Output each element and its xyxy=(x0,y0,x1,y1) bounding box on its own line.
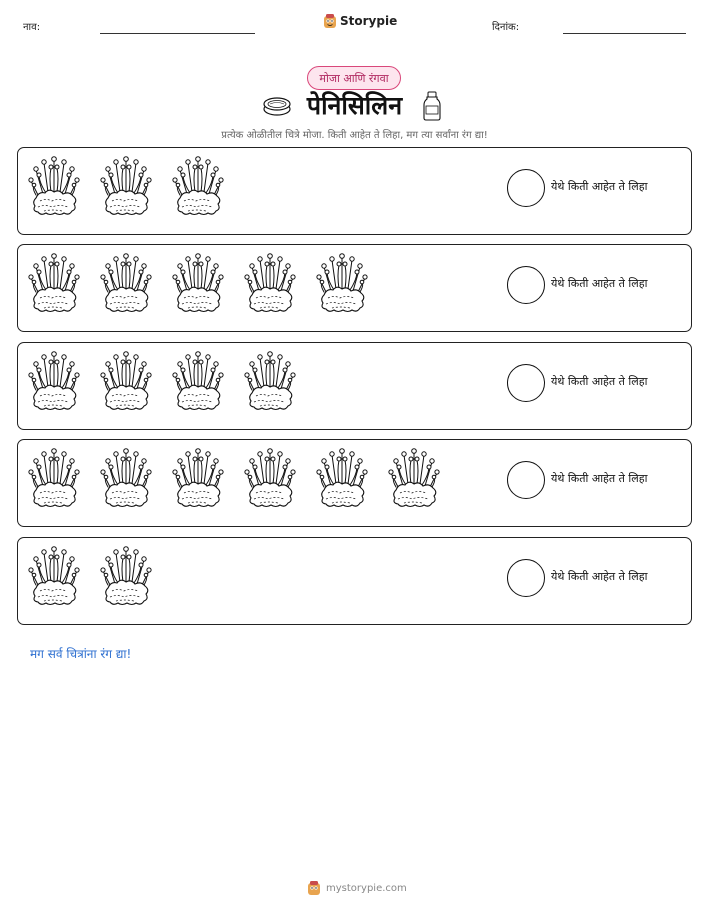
penicillium-mold-icon[interactable] xyxy=(28,251,80,313)
figure-group xyxy=(28,446,440,508)
penicillium-mold-icon[interactable] xyxy=(388,446,440,508)
answer-circle[interactable] xyxy=(507,559,545,597)
penicillium-mold-icon[interactable] xyxy=(28,446,80,508)
counting-row-5 xyxy=(17,537,692,625)
storypie-mascot-icon xyxy=(323,13,337,29)
penicillium-mold-icon[interactable] xyxy=(172,446,224,508)
site-url: mystorypie.com xyxy=(326,882,407,894)
counting-row-2 xyxy=(17,244,692,332)
figure-group xyxy=(28,544,152,606)
penicillium-mold-icon[interactable] xyxy=(172,154,224,216)
site-footer xyxy=(307,880,407,896)
answer-circle[interactable] xyxy=(507,266,545,304)
penicillium-mold-icon[interactable] xyxy=(316,251,368,313)
counting-row-3 xyxy=(17,342,692,430)
penicillium-mold-icon[interactable] xyxy=(244,251,296,313)
figure-group xyxy=(28,251,368,313)
penicillium-mold-icon[interactable] xyxy=(28,349,80,411)
penicillium-mold-icon[interactable] xyxy=(316,446,368,508)
penicillium-mold-icon[interactable] xyxy=(28,154,80,216)
vial-icon xyxy=(422,90,442,122)
penicillium-mold-icon[interactable] xyxy=(100,544,152,606)
storypie-mascot-icon xyxy=(307,880,321,896)
penicillium-mold-icon[interactable] xyxy=(172,251,224,313)
answer-label: येथे किती आहेत ते लिहा xyxy=(551,277,648,290)
answer-circle[interactable] xyxy=(507,169,545,207)
penicillium-mold-icon[interactable] xyxy=(100,349,152,411)
answer-circle[interactable] xyxy=(507,364,545,402)
penicillium-mold-icon[interactable] xyxy=(172,349,224,411)
penicillium-mold-icon[interactable] xyxy=(244,446,296,508)
page-title: पेनिसिलिन xyxy=(306,91,403,120)
answer-label: येथे किती आहेत ते लिहा xyxy=(551,180,648,193)
instructions: प्रत्येक ओळीतील चित्रे मोजा. किती आहेत ते लिहा, मग त्या सर्वांना रंग द्या! xyxy=(221,130,488,141)
footer-note: मग सर्व चित्रांना रंग द्या! xyxy=(30,647,132,661)
date-line[interactable] xyxy=(563,33,686,34)
penicillium-mold-icon[interactable] xyxy=(244,349,296,411)
answer-label: येथे किती आहेत ते लिहा xyxy=(551,570,648,583)
figure-group xyxy=(28,349,296,411)
answer-circle[interactable] xyxy=(507,461,545,499)
answer-label: येथे किती आहेत ते लिहा xyxy=(551,472,648,485)
penicillium-mold-icon[interactable] xyxy=(28,544,80,606)
brand-name: Storypie xyxy=(340,14,398,28)
penicillium-mold-icon[interactable] xyxy=(100,446,152,508)
brand-logo xyxy=(323,13,397,29)
answer-label: येथे किती आहेत ते लिहा xyxy=(551,375,648,388)
activity-badge: मोजा आणि रंगवा xyxy=(307,66,401,90)
counting-row-4 xyxy=(17,439,692,527)
figure-group xyxy=(28,154,224,216)
date-label: दिनांक: xyxy=(492,22,520,33)
penicillium-mold-icon[interactable] xyxy=(100,251,152,313)
penicillium-mold-icon[interactable] xyxy=(100,154,152,216)
name-line[interactable] xyxy=(100,33,255,34)
counting-row-1 xyxy=(17,147,692,235)
name-label: नाव: xyxy=(23,22,41,33)
